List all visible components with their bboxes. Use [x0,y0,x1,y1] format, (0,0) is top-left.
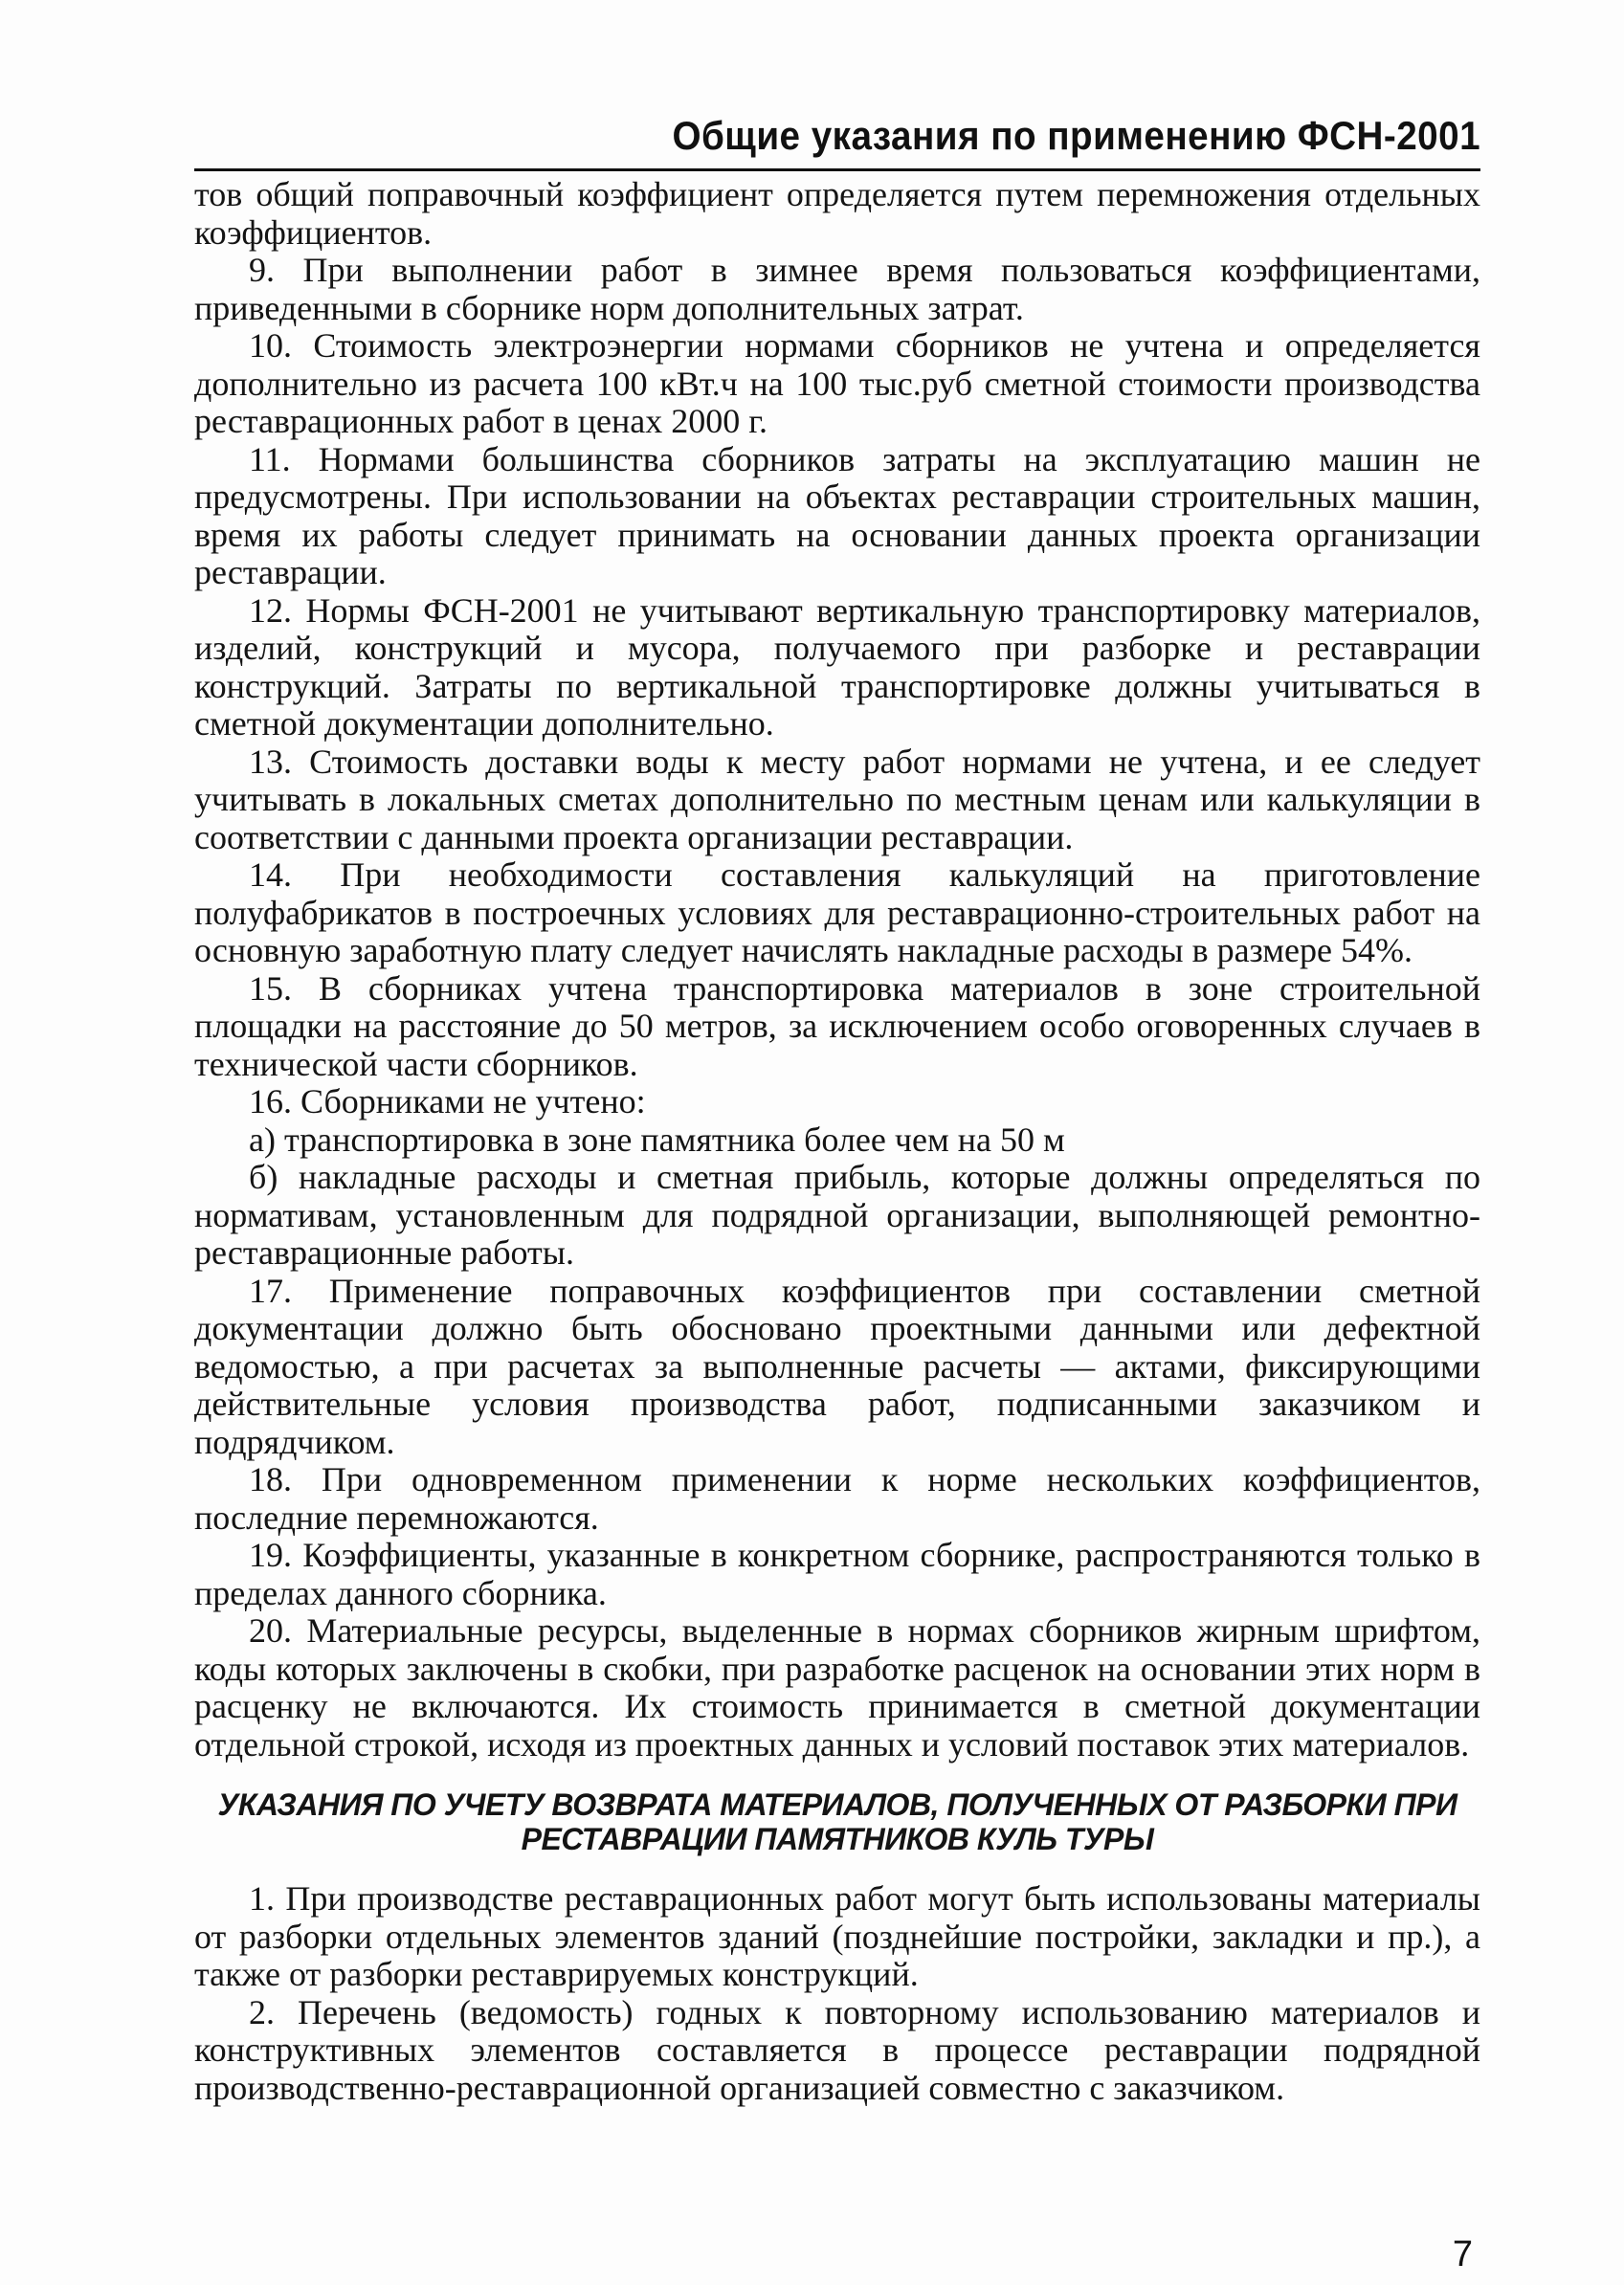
paragraph-item-19: 19. Коэффициенты, указанные в конкретном сборнике, распространяются только в пределах данного сборника. [194,1536,1480,1612]
paragraph-item-16b: б) накладные расходы и сметная прибыль, которые должны определяться по нормативам, установленным для подрядной организации, выполняющей ремонтно-реставрационные работы. [194,1158,1480,1272]
paragraph-item-14: 14. При необходимости составления калькуляций на приготовление полуфабрикатов в построечных условиях для реставрационно-строительных работ на основную заработную плату следует начислять накладные расходы в размере 54%. [194,855,1480,969]
section-heading: УКАЗАНИЯ ПО УЧЕТУ ВОЗВРАТА МАТЕРИАЛОВ, ПОЛУЧЕННЫХ ОТ РАЗБОРКИ ПРИ РЕСТАВРАЦИИ ПАМЯТНИКОВ КУЛЬ ТУРЫ [217,1787,1457,1856]
page-number: 7 [1452,2234,1473,2274]
paragraph-item-16: 16. Сборниками не учтено: [249,1082,646,1120]
section-paragraph-2: 2. Перечень (ведомость) годных к повторному использованию материалов и конструктивных элементов составляется в процессе реставрации подрядной производственно-реставрационной организацией совместно с заказчиком. [194,1992,1480,2107]
paragraph-item-10: 10. Стоимость электроэнергии нормами сборников не учтена и определяется дополнительно из расчета 100 кВт.ч на 100 тыс.руб сметной стоимости производства реставрационных работ в ценах 2000 г. [194,326,1480,440]
paragraph-continuation: тов общий поправочный коэффициент определяется путем перемножения отдельных коэффициентов. [194,175,1480,252]
page-body [194,176,1480,2107]
paragraph-item-17: 17. Применение поправочных коэффициентов при составлении сметной документации должно быть обосновано проектными данными или дефектной ведомостью, а при расчетах за выполненные расчеты — актами, фиксирующими действительные условия производства работ, подписанными заказчиком и подрядчиком. [194,1271,1480,1461]
paragraph-item-13: 13. Стоимость доставки воды к месту работ нормами не учтена, и ее следует учитывать в локальных сметах дополнительно по местным ценам или калькуляции в соответствии с данными проекта организации реставрации. [194,742,1480,856]
paragraph-item-15: 15. В сборниках учтена транспортировка материалов в зоне строительной площадки на расстояние до 50 метров, за исключением особо оговоренных случаев в технической части сборников. [194,968,1480,1083]
running-header-title: Общие указания по применению ФСН-2001 [672,113,1480,158]
paragraph-item-9: 9. При выполнении работ в зимнее время пользоваться коэффициентами, приведенными в сборнике норм дополнительных затрат. [194,251,1480,327]
paragraph-item-16a: а) транспортировка в зоне памятника более чем на 50 м [249,1120,1065,1159]
paragraph-item-11: 11. Нормами большинства сборников затраты на эксплуатацию машин не предусмотрены. При использовании на объектах реставрации строительных машин, время их работы следует принимать на основании данных проекта организации реставрации. [194,439,1480,591]
section-paragraph-1: 1. При производстве реставрационных работ могут быть использованы материалы от разборки отдельных элементов зданий (позднейшие постройки, закладки и пр.), а также от разборки реставрируемых конструкций. [194,1879,1480,1993]
paragraph-item-18: 18. При одновременном применении к норме нескольких коэффициентов, последние перемножаются. [194,1460,1480,1537]
header-rule [194,168,1480,171]
paragraph-item-20: 20. Материальные ресурсы, выделенные в нормах сборников жирным шрифтом, коды которых заключены в скобки, при разработке расценок на основании этих норм в расценку не включаются. Их стоимость принимается в сметной документации отдельной строкой, исходя из проектных данных и условий поставок этих материалов. [194,1611,1480,1764]
paragraph-item-12: 12. Нормы ФСН-2001 не учитывают вертикальную транспортировку материалов, изделий, конструкций и мусора, получаемого при разборке и реставрации конструкций. Затраты по вертикальной транспортировке должны учитываться в сметной документации дополнительно. [194,590,1480,743]
